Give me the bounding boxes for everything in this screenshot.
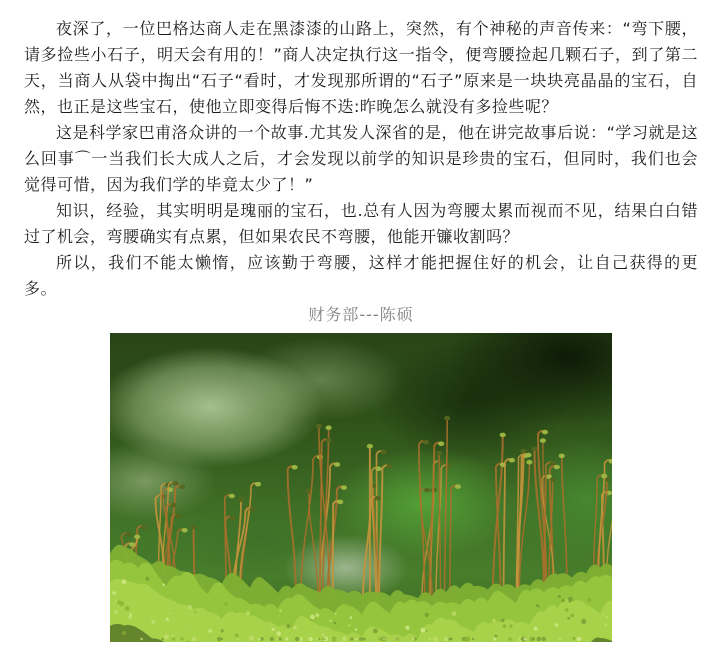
paragraph-scientist: 这是科学家巴甫洛众讲的一个故事.尤其发人深省的是，他在讲完故事后说：“学习就是这么回事⌒一当我们长大成人之后，才会发现以前学的知识是珍贵的宝石，但同时，我们也会觉得可惜，因为我们学的毕竟太少了！” bbox=[24, 123, 698, 194]
paragraph-story: 夜深了，一位巴格达商人走在黑漆漆的山路上，突然，有个神秘的声音传来：“弯下腰，请多捡些小石子，明天会有用的！”商人决定执行这一指令，便弯腰捡起几颗石子，到了第二天，当商人从袋中掏出“石子“看时，才发现那所谓的“石子”原来是一块块亮晶晶的宝石，自然，也正是这些宝石，使他立即变得后悔不迭:昨晚怎么就没有多捡些呢？ bbox=[24, 19, 698, 116]
photo-moss-foreground bbox=[110, 333, 612, 642]
byline: 财务部---陈硕 bbox=[308, 305, 414, 324]
moss-photo bbox=[110, 333, 612, 642]
paragraph-conclusion: 所以，我们不能太懒惰，应该勤于弯腰，这样才能把握住好的机会，让自己获得的更多。 bbox=[24, 253, 698, 298]
paragraph-knowledge: 知识，经验，其实明明是瑰丽的宝石，也.总有人因为弯腰太累而视而不见，结果白白错过了机会，弯腰确实有点累，但如果农民不弯腰，他能开镰收割吗？ bbox=[24, 201, 698, 246]
